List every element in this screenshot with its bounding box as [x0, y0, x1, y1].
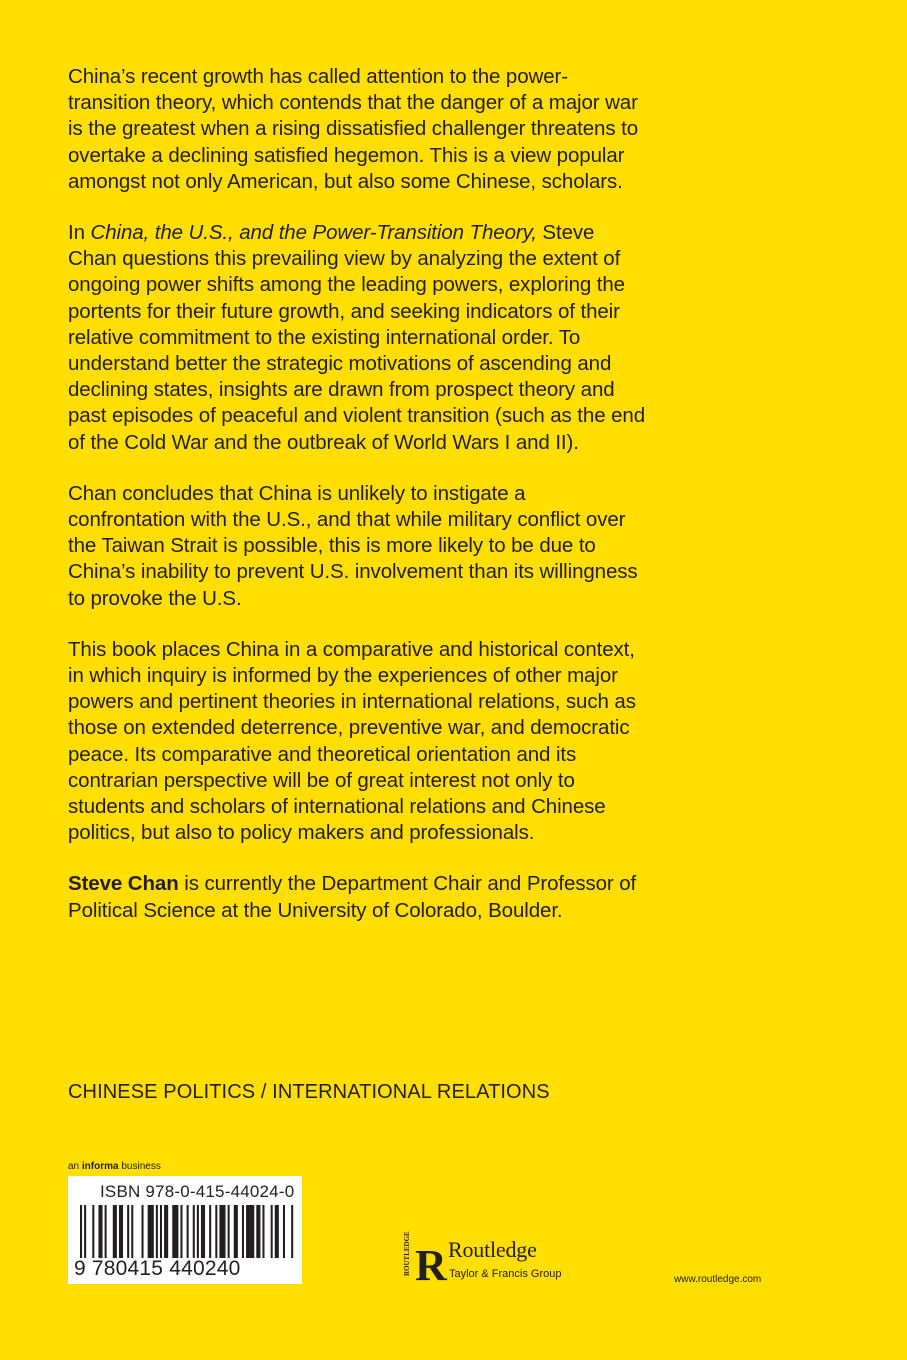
barcode-bar-12 [160, 1205, 162, 1258]
barcode-bar-32 [291, 1205, 293, 1258]
informa-suffix: business [118, 1161, 161, 1172]
barcode-bar-29 [271, 1205, 273, 1258]
barcode-bar-6 [119, 1205, 123, 1258]
barcode-bar-17 [193, 1205, 195, 1258]
barcode-bar-23 [228, 1205, 230, 1258]
barcode-digits: 9 780415 440240 [74, 1257, 241, 1280]
barcode-bar-0 [80, 1205, 82, 1258]
barcode-bar-9 [142, 1205, 144, 1258]
logo-letter: R [415, 1241, 447, 1290]
barcode-bar-21 [215, 1205, 217, 1258]
author-name: Steve Chan [68, 872, 179, 896]
barcode-bar-2 [92, 1205, 94, 1258]
barcode-bar-31 [283, 1205, 285, 1258]
barcode-bar-1 [84, 1205, 86, 1258]
barcode-bar-4 [105, 1205, 107, 1258]
barcode-bar-27 [256, 1205, 260, 1258]
publisher-group: Taylor & Francis Group [449, 1268, 562, 1280]
barcode-bar-15 [180, 1205, 182, 1258]
blurb-p2-rest: Steve Chan questions this prevailing view by analyzing the extent of ongoing power shifts among the leading powers, exploring the portents for their future growth, and seeking indicators of their relative commitment to the existing international order. To understand better the strategic motivations of ascending and declining states, insights are drawn from prospect theory and past episodes of peaceful and violent transition (such as the end of the Cold War and the outbreak of World Wars I and II). [68, 221, 645, 454]
barcode-bar-19 [201, 1205, 205, 1258]
barcode-bar-30 [275, 1205, 279, 1258]
barcode-bar-11 [156, 1205, 158, 1258]
barcode-bar-13 [164, 1205, 168, 1258]
blurb-paragraph-1: China’s recent growth has called attention to the power-transition theory, which contends that the danger of a major war is the greatest when a rising dissatisfied challenger threatens to overtake a declining satisfied hegemon. This is a view popular amongst not only American, but also some Chinese, scholars. [68, 65, 639, 193]
blurb-paragraph-4: This book places China in a comparative and historical context, in which inquiry is informed by the experiences of other major powers and pertinent theories in international relations, such as those on extended deterrence, preventive war, and democratic peace. Its comparative and theoretical orientation and its contrarian perspective will be of great interest not only to students and scholars of international relations and Chinese politics, but also to policy makers and professionals. [68, 637, 636, 845]
barcode-bar-5 [113, 1205, 117, 1258]
author-bio [68, 871, 648, 923]
book-title: China, the U.S., and the Power-Transition Theory, [90, 221, 537, 245]
informa-business-tag [68, 1161, 161, 1173]
informa-prefix: an [68, 1161, 82, 1172]
isbn-barcode [68, 1176, 302, 1284]
barcode-bar-3 [98, 1205, 102, 1258]
logo-vertical-text: ROUTLEDGE [403, 1231, 411, 1276]
barcode-bar-16 [187, 1205, 189, 1258]
barcode-bar-28 [262, 1205, 264, 1258]
barcode-bar-20 [209, 1205, 211, 1258]
author-bio-text: is currently the Department Chair and Professor of Political Science at the University of Colorado, Boulder. [68, 872, 637, 922]
blurb [68, 64, 648, 924]
blurb-p2-prefix: In [68, 221, 91, 245]
blurb-paragraph-2 [68, 220, 648, 456]
barcode-bar-18 [197, 1205, 199, 1258]
barcode-bar-10 [148, 1205, 154, 1258]
barcode-bar-22 [219, 1205, 225, 1258]
publisher-name: Routledge [448, 1237, 537, 1262]
subject-category: CHINESE POLITICS / INTERNATIONAL RELATIONS [68, 1081, 550, 1103]
barcode-bar-7 [127, 1205, 129, 1258]
blurb-paragraph-3: Chan concludes that China is unlikely to instigate a confrontation with the U.S., and that while military conflict over the Taiwan Strait is possible, this is more likely to be due to China’s inability to prevent U.S. involvement than its willingness to provoke the U.S. [68, 481, 638, 610]
barcode-bars [80, 1205, 292, 1258]
barcode-bar-26 [246, 1205, 254, 1258]
barcode-bar-8 [131, 1205, 133, 1258]
publisher-website: www.routledge.com [674, 1274, 762, 1285]
isbn-label: ISBN 978-0-415-44024-0 [100, 1182, 295, 1201]
informa-brand: informa [81, 1161, 119, 1172]
barcode-bar-25 [242, 1205, 244, 1258]
barcode-bar-24 [234, 1205, 238, 1258]
barcode-bar-14 [172, 1205, 178, 1258]
